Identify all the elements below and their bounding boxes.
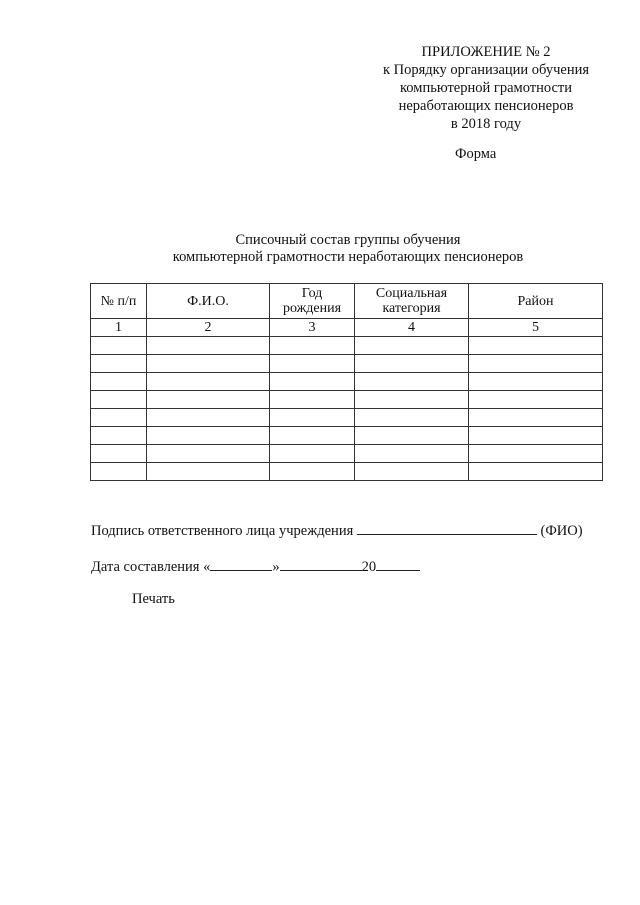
table-cell[interactable]: [91, 427, 147, 445]
roster-table: [90, 283, 603, 481]
table-cell[interactable]: [469, 391, 603, 409]
appendix-line: неработающих пенсионеров: [398, 98, 574, 114]
table-cell[interactable]: [147, 355, 270, 373]
appendix-line: в 2018 году: [450, 116, 522, 132]
signature-suffix: (ФИО): [536, 523, 583, 539]
column-header-district: Район: [469, 284, 603, 319]
table-row: [91, 463, 603, 481]
date-year-blank[interactable]: [376, 556, 420, 571]
column-number-row: [91, 319, 603, 337]
form-label: Форма: [455, 146, 497, 162]
table-cell[interactable]: [91, 445, 147, 463]
table-row: [91, 337, 603, 355]
table-row: [91, 355, 603, 373]
table-cell[interactable]: [91, 337, 147, 355]
column-number: 2: [147, 319, 270, 337]
stamp-label: Печать: [132, 591, 175, 607]
table-cell[interactable]: [355, 391, 469, 409]
table-row: [91, 427, 603, 445]
date-label: Дата составления «: [91, 559, 211, 575]
date-mid: »: [272, 559, 280, 575]
table-cell[interactable]: [270, 463, 355, 481]
table-cell[interactable]: [469, 337, 603, 355]
column-number: 1: [91, 319, 147, 337]
table-cell[interactable]: [147, 445, 270, 463]
table-cell[interactable]: [469, 445, 603, 463]
table-cell[interactable]: [91, 409, 147, 427]
table-cell[interactable]: [147, 409, 270, 427]
signature-blank[interactable]: [357, 520, 537, 535]
column-header-social-category: Социальная категория: [355, 284, 469, 319]
table-cell[interactable]: [270, 445, 355, 463]
table-cell[interactable]: [147, 337, 270, 355]
column-header-num: № п/п: [91, 284, 147, 319]
table-cell[interactable]: [469, 373, 603, 391]
table-row: [91, 391, 603, 409]
appendix-line: к Порядку организации обучения: [382, 62, 590, 78]
table-cell[interactable]: [355, 373, 469, 391]
signature-label: Подпись ответственного лица учреждения: [91, 523, 357, 539]
signature-line: [91, 520, 583, 540]
title-line-2: компьютерной грамотности неработающих пенсионеров: [172, 249, 524, 265]
table-cell[interactable]: [147, 427, 270, 445]
table-cell[interactable]: [355, 355, 469, 373]
table-row: [91, 409, 603, 427]
column-number: 3: [270, 319, 355, 337]
table-row: [91, 445, 603, 463]
appendix-number: ПРИЛОЖЕНИЕ № 2: [421, 44, 551, 60]
title-line-1: Списочный состав группы обучения: [235, 232, 461, 248]
table-cell[interactable]: [355, 337, 469, 355]
table-cell[interactable]: [147, 373, 270, 391]
table-cell[interactable]: [91, 463, 147, 481]
column-header-birth-year: Год рождения: [270, 284, 355, 319]
table-cell[interactable]: [469, 427, 603, 445]
table-row: [91, 373, 603, 391]
table-cell[interactable]: [355, 409, 469, 427]
table-cell[interactable]: [91, 355, 147, 373]
table-cell[interactable]: [147, 391, 270, 409]
table-cell[interactable]: [355, 445, 469, 463]
table-header-row: [91, 284, 603, 319]
table-cell[interactable]: [270, 337, 355, 355]
table-cell[interactable]: [355, 463, 469, 481]
column-number: 4: [355, 319, 469, 337]
date-month-blank[interactable]: [280, 556, 362, 571]
column-header-fio: Ф.И.О.: [147, 284, 270, 319]
column-number: 5: [469, 319, 603, 337]
document-title: [80, 232, 616, 266]
table-cell[interactable]: [355, 427, 469, 445]
date-day-blank[interactable]: [210, 556, 272, 571]
table-cell[interactable]: [270, 427, 355, 445]
table-cell[interactable]: [469, 409, 603, 427]
table-cell[interactable]: [270, 355, 355, 373]
appendix-header: [356, 43, 616, 133]
table-cell[interactable]: [91, 373, 147, 391]
date-line: [91, 556, 420, 576]
table-cell[interactable]: [270, 391, 355, 409]
date-year-prefix: 20: [361, 559, 377, 575]
appendix-line: компьютерной грамотности: [400, 80, 572, 96]
table-cell[interactable]: [469, 463, 603, 481]
table-cell[interactable]: [469, 355, 603, 373]
table-cell[interactable]: [270, 409, 355, 427]
table-cell[interactable]: [147, 463, 270, 481]
table-cell[interactable]: [91, 391, 147, 409]
table-cell[interactable]: [270, 373, 355, 391]
